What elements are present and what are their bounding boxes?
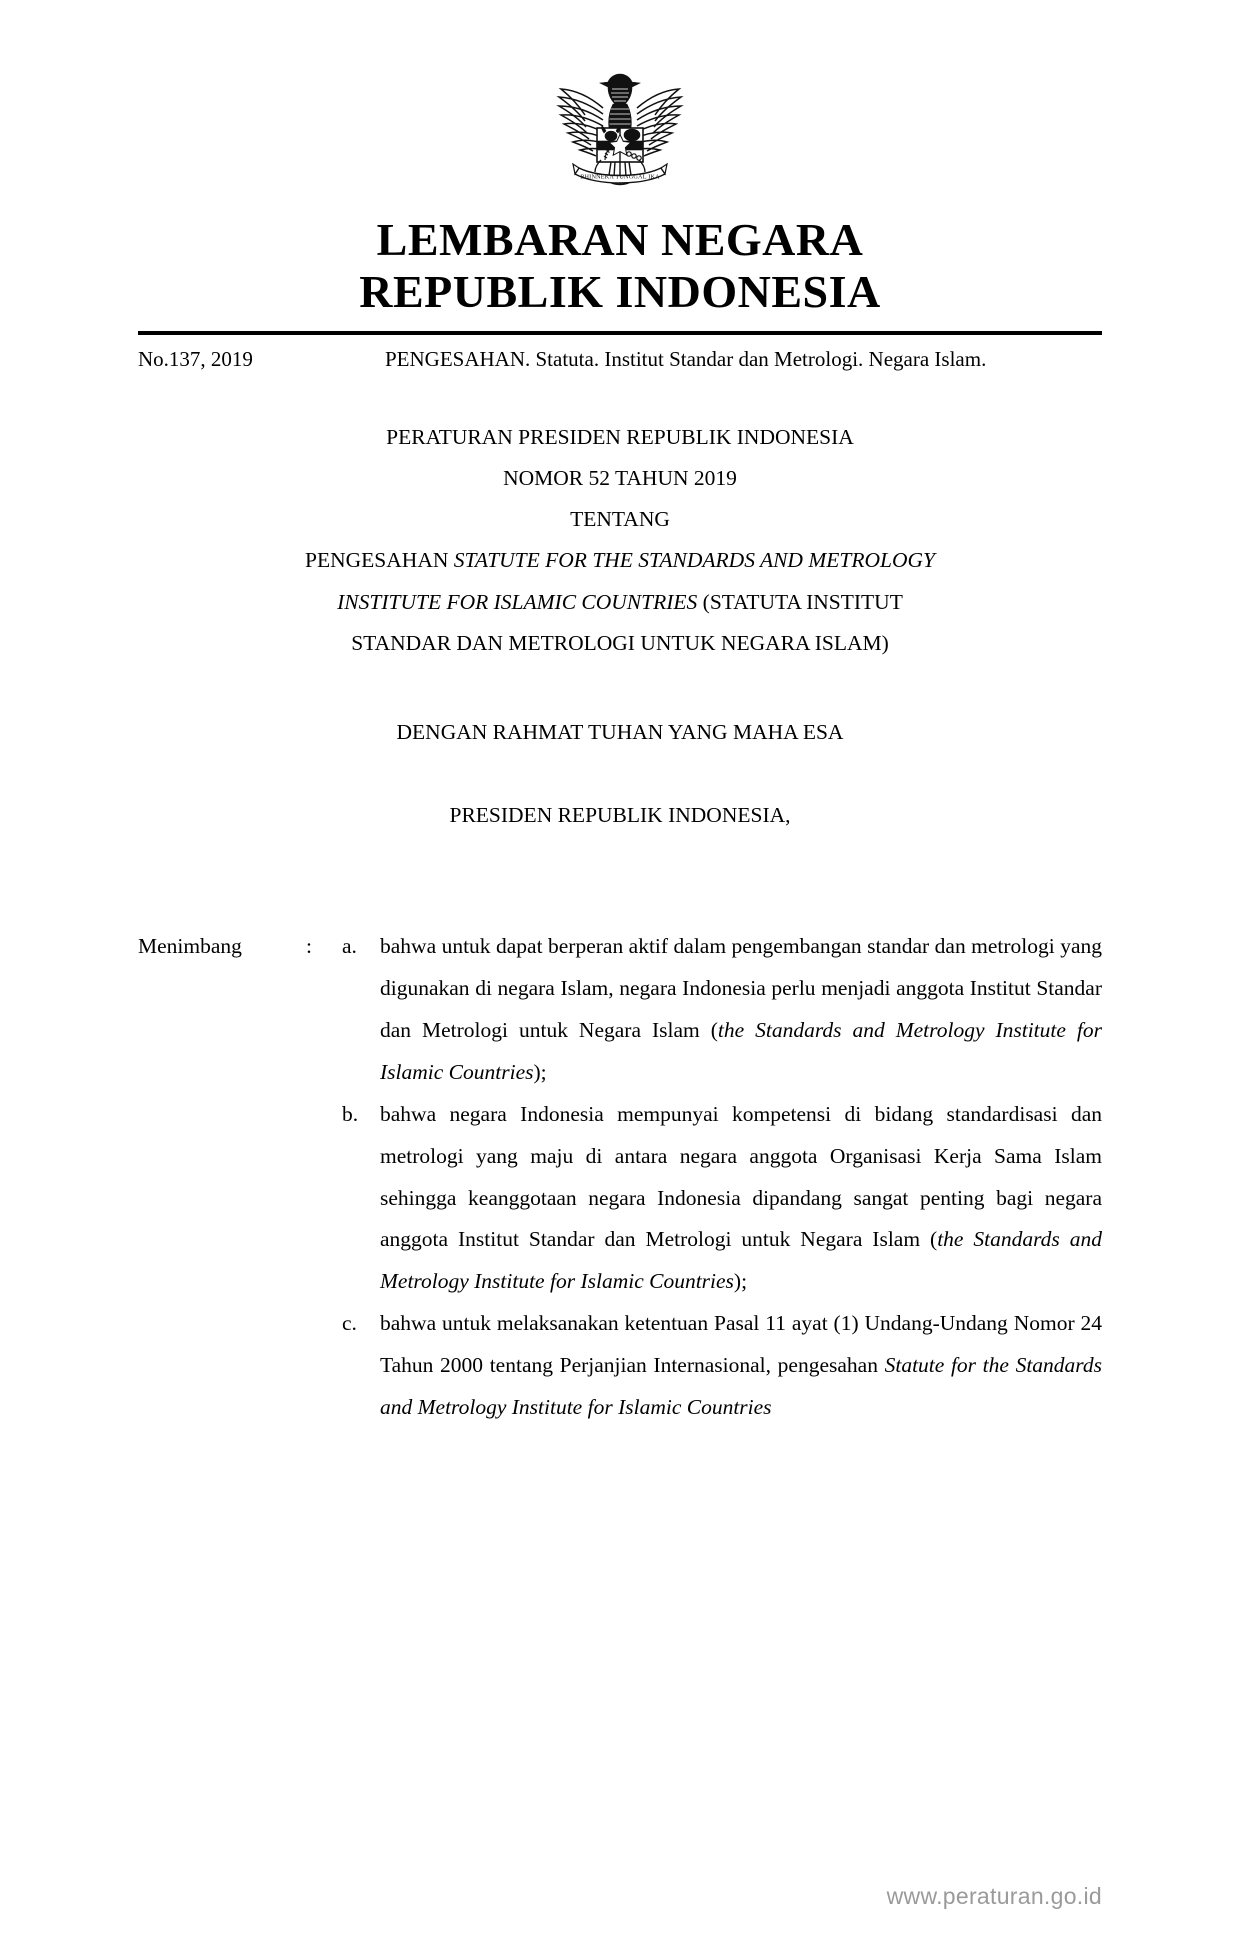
consideration-a-part-1: bahwa untuk dapat berperan aktif dalam pengembangan standar dan metrologi yang digunakan di negara Islam, negara Indonesia perlu menjadi anggota Institut Standar dan Metrologi untuk Negara Islam (: [380, 933, 1102, 1042]
title-line-pengesahan-2: [138, 582, 1102, 623]
document-number: No.137, 2019: [138, 346, 253, 371]
consideration-b-italic-1: the Standards and Metrology Institute for Islamic Countries: [380, 1227, 1102, 1294]
consideration-a-part-2: );: [533, 1059, 547, 1084]
title-statute-italic-1: STATUTE FOR THE STANDARDS AND METROLOGY: [453, 548, 935, 573]
document-subject: PENGESAHAN. Statuta. Institut Standar dan Metrologi. Negara Islam.: [385, 346, 987, 371]
considerations-colon: :: [306, 933, 312, 958]
title-pengesahan-prefix: PENGESAHAN: [305, 548, 454, 573]
garuda-pancasila-emblem: [545, 56, 695, 198]
consideration-text-a: [380, 926, 1102, 1094]
considerations-items: [342, 926, 1102, 1429]
svg-text:BHINNEKA TUNGGAL IKA: BHINNEKA TUNGGAL IKA: [580, 173, 660, 181]
title-statute-italic-2: INSTITUTE FOR ISLAMIC COUNTRIES: [337, 589, 698, 614]
consideration-b-part-1: bahwa negara Indonesia mempunyai kompetensi di bidang standardisasi dan metrologi yang maju di antara negara anggota Organisasi Kerja Sama Islam sehingga keanggotaan negara Indonesia dipandang sangat penting bagi negara anggota Institut Standar dan Metrologi untuk Negara Islam (: [380, 1101, 1102, 1252]
consideration-c-part-1: bahwa untuk melaksanakan ketentuan Pasal 11 ayat (1) Undang-Undang Nomor 24 Tahun 2000 tentang Perjanjian Internasional, pengesahan: [380, 1311, 1102, 1378]
consideration-text-b: [380, 1094, 1102, 1304]
masthead: [138, 214, 1102, 319]
title-block: [138, 417, 1102, 665]
consideration-a-italic-1: the Standards and Metrology Institute for Islamic Countries: [380, 1017, 1102, 1084]
consideration-marker-c: c.: [342, 1311, 357, 1336]
consideration-c-italic-1: Statute for the Standards and Metrology Institute for Islamic Countries: [380, 1353, 1102, 1420]
title-line-tentang: TENTANG: [570, 507, 670, 532]
header-divider-rule: [138, 331, 1102, 335]
consideration-b-part-2: );: [733, 1269, 748, 1294]
emblem-container: [138, 0, 1102, 198]
title-line-pengesahan-1: [138, 540, 1102, 581]
title-line-peraturan: PERATURAN PRESIDEN REPUBLIK INDONESIA: [386, 424, 854, 449]
invocation-line: DENGAN RAHMAT TUHAN YANG MAHA ESA: [396, 720, 844, 745]
consideration-marker-b: b.: [342, 1101, 359, 1126]
footer-watermark: www.peraturan.go.id: [886, 1883, 1102, 1909]
title-line-pengesahan-3: STANDAR DAN METROLOGI UNTUK NEGARA ISLAM): [351, 631, 889, 656]
considerations-row: [138, 926, 1102, 1429]
consideration-item-c: [342, 1303, 1102, 1429]
consideration-item-b: [342, 1094, 1102, 1304]
consideration-item-a: [342, 926, 1102, 1094]
consideration-text-c: [380, 1303, 1102, 1429]
masthead-line-1: LEMBARAN NEGARA: [376, 214, 864, 265]
consideration-marker-a: a.: [342, 933, 357, 958]
title-line-nomor: NOMOR 52 TAHUN 2019: [503, 465, 737, 490]
presiden-line: PRESIDEN REPUBLIK INDONESIA,: [449, 803, 791, 828]
considerations-label: Menimbang: [138, 933, 242, 958]
header-meta-row: [138, 345, 1102, 375]
title-statuta-suffix: (STATUTA INSTITUT: [697, 589, 903, 614]
considerations-section: [138, 926, 1102, 1429]
masthead-line-2: REPUBLIK INDONESIA: [359, 266, 881, 318]
